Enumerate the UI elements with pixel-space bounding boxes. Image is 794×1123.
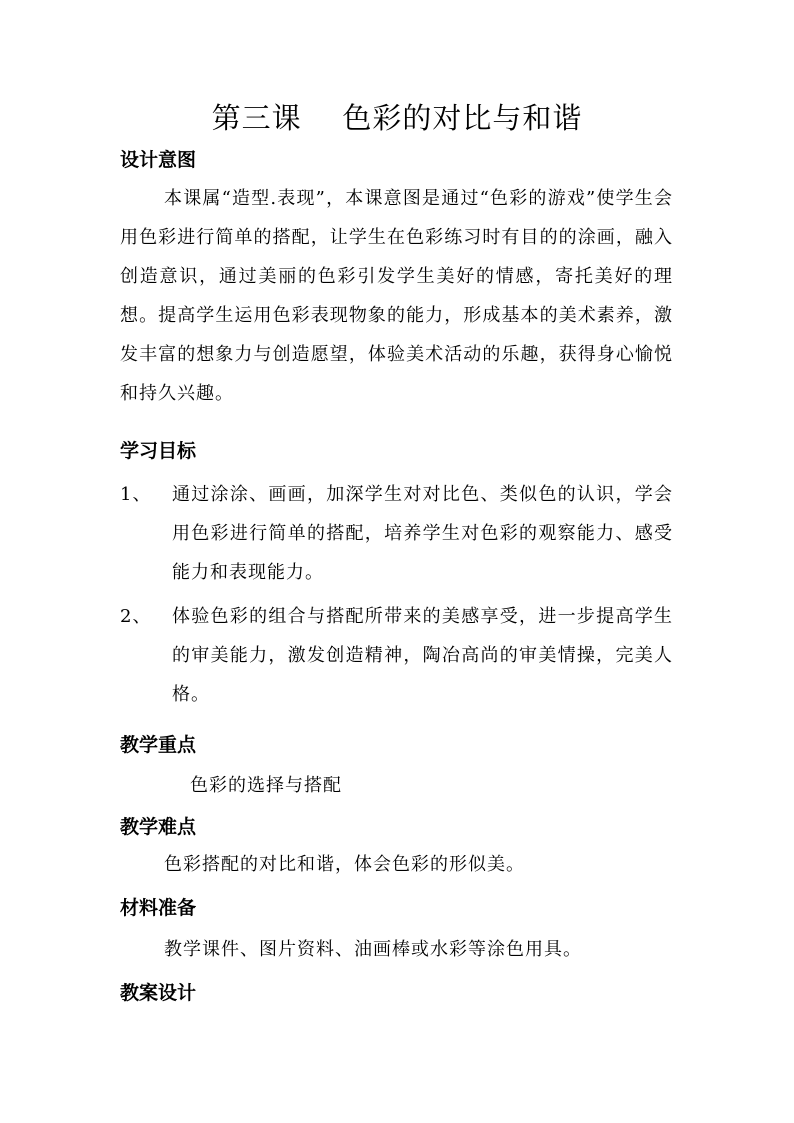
objective-number: 1、 xyxy=(120,484,152,505)
objective-item-1 xyxy=(120,475,673,592)
lesson-title: 第三课 色彩的对比与和谐 xyxy=(211,101,583,135)
objective-text: 通过涂涂、画画，加深学生对对比色、类似色的认识，学会用色彩进行简单的搭配，培养学生对色彩的观察能力、感受能力和表现能力。 xyxy=(172,484,673,583)
materials-text: 教学课件、图片资料、油画棒或水彩等涂色用具。 xyxy=(164,939,582,960)
section-heading-materials: 材料准备 xyxy=(120,897,197,919)
objective-item-2 xyxy=(120,597,673,714)
section-heading-objectives: 学习目标 xyxy=(120,440,197,462)
difficulties-text: 色彩搭配的对比和谐，体会色彩的形似美。 xyxy=(164,854,525,875)
key-points-text: 色彩的选择与搭配 xyxy=(190,775,342,796)
design-intent-paragraph: 本课属“造型.表现”，本课意图是通过“色彩的游戏”使学生会用色彩进行简单的搭配，让学生在色彩练习时有目的的涂画，融入创造意识，通过美丽的色彩引发学生美好的情感，寄托美好的理想。提高学生运用色彩表现物象的能力，形成基本的美术素养，激发丰富的想象力与创造愿望，体验美术活动的乐趣，获得身心愉悦和持久兴趣。 xyxy=(120,188,673,404)
objective-number: 2、 xyxy=(120,606,152,627)
section-heading-difficulties: 教学难点 xyxy=(120,816,197,838)
section-heading-key-points: 教学重点 xyxy=(120,734,197,756)
objective-text: 体验色彩的组合与搭配所带来的美感享受，进一步提高学生的审美能力，激发创造精神，陶冶高尚的审美情操，完美人格。 xyxy=(172,606,673,705)
section-heading-design-intent: 设计意图 xyxy=(120,149,197,171)
section-heading-lesson-design: 教案设计 xyxy=(120,982,197,1004)
